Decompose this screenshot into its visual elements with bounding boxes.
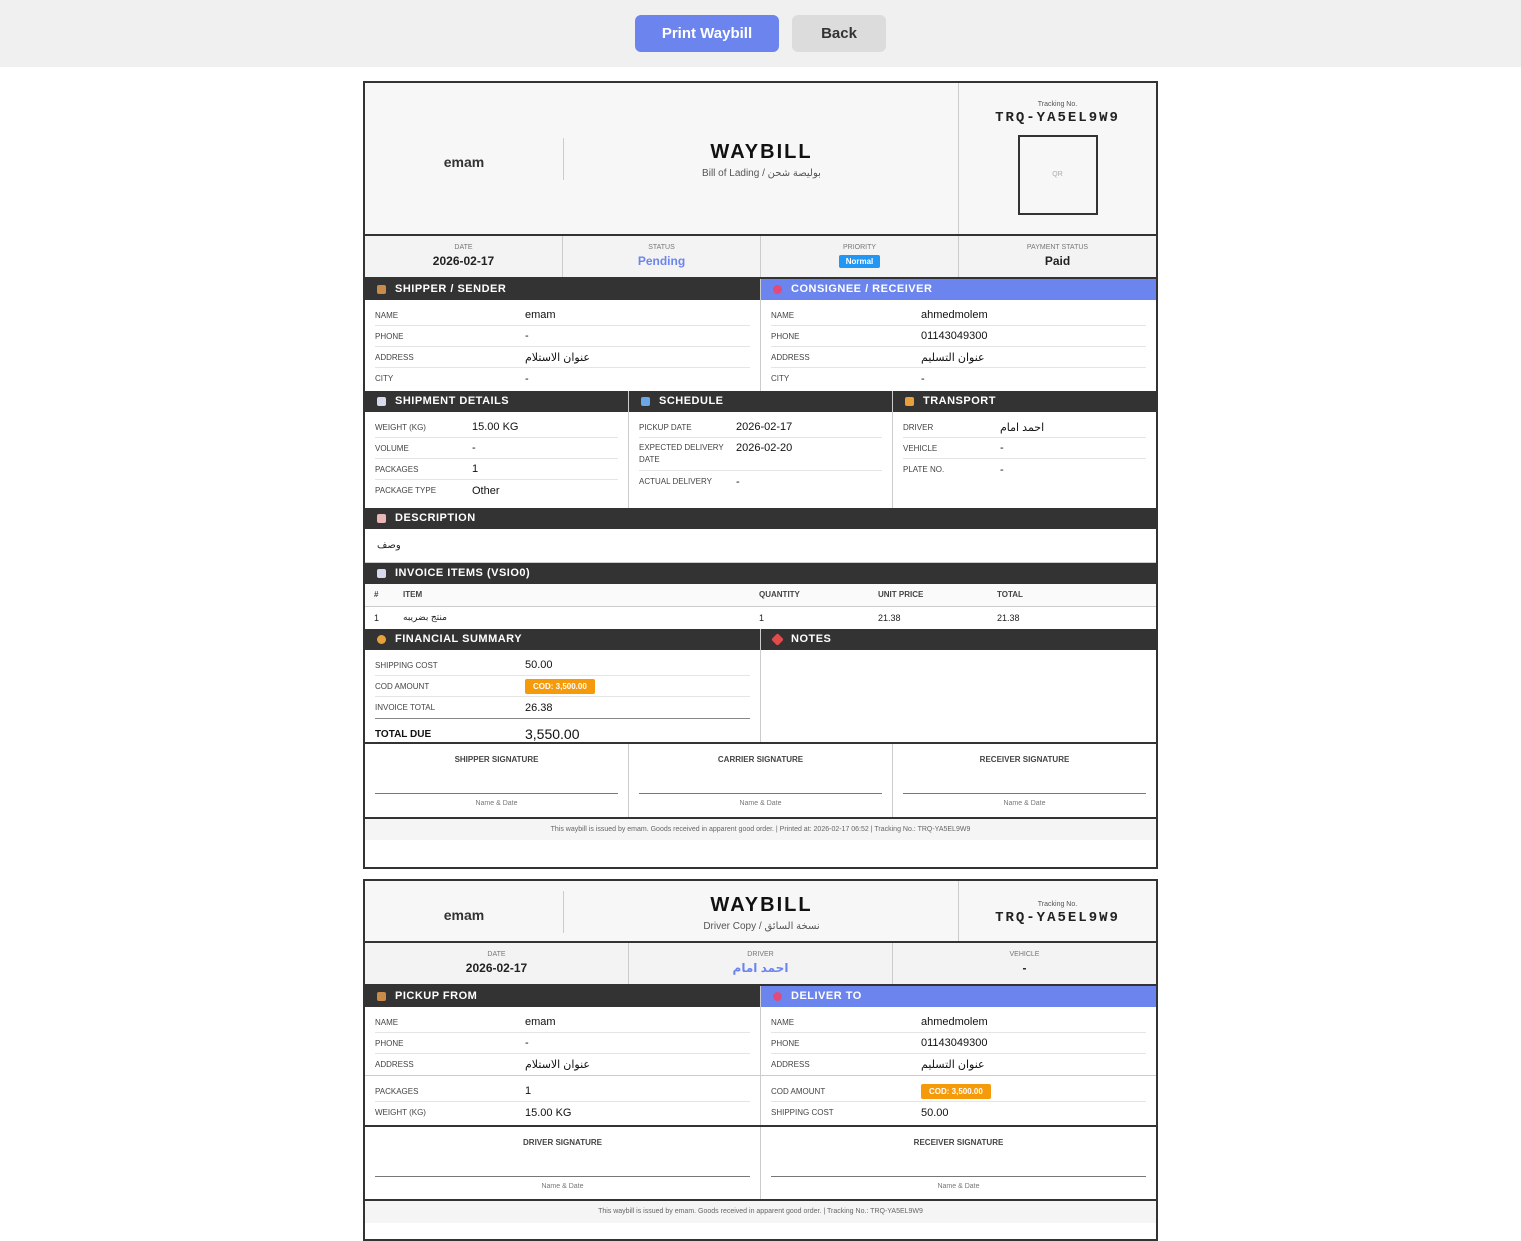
driver-signature (365, 1127, 760, 1199)
section-header (365, 563, 1156, 584)
table-row (365, 606, 1156, 629)
expected-delivery-date: 2026-02-20 (736, 442, 793, 454)
package-icon (377, 285, 386, 294)
section-header (365, 391, 628, 412)
company-name: emam (443, 907, 485, 923)
column-header: TOTAL (997, 584, 1156, 606)
package-type-value: Other (472, 484, 500, 497)
meta-row (365, 236, 1156, 279)
signature-line (375, 793, 618, 794)
tracking-block (958, 83, 1156, 234)
section-header (365, 629, 760, 650)
pickup-section (365, 986, 760, 1125)
signature-title: SHIPPER SIGNATURE (454, 755, 539, 764)
weight-value: 15.00 KG (525, 1106, 572, 1119)
section-title: FINANCIAL SUMMARY (395, 633, 523, 645)
consignee-name: ahmedmolem (921, 309, 988, 321)
tracking-number: TRQ-YA5EL9W9 (995, 910, 1120, 926)
waybill-title: WAYBILL (710, 894, 813, 916)
meta-label: DATE (454, 244, 473, 251)
shipper-signature (365, 744, 628, 817)
column-header: ITEM (403, 584, 759, 606)
parties-row (365, 279, 1156, 391)
meta-label: VEHICLE (1009, 951, 1040, 958)
driver-copy-header (365, 881, 1156, 943)
total-due-value: 3,550.00 (525, 726, 580, 742)
qr-code: QR (1018, 135, 1098, 215)
title-block (564, 141, 959, 179)
section-title: PICKUP FROM (395, 990, 478, 1002)
meta-label: PRIORITY (842, 244, 877, 251)
section-title: CONSIGNEE / RECEIVER (791, 283, 933, 295)
back-button[interactable]: Back (792, 15, 886, 52)
section-header (629, 391, 892, 412)
signature-row (365, 742, 1156, 817)
title-block (564, 894, 959, 932)
signature-sub: Name & Date (1003, 800, 1046, 807)
tracking-label: Tracking No. (1037, 101, 1078, 108)
field-label: SHIPPING COST (375, 660, 438, 670)
document-icon (377, 397, 386, 406)
field-label: PHONE (375, 1038, 404, 1048)
field-label: PICKUP DATE (639, 422, 692, 432)
truck-icon (905, 397, 914, 406)
signature-sub: Name & Date (541, 1183, 584, 1190)
field-label: PACKAGES (375, 1086, 419, 1096)
meta-date (365, 943, 629, 984)
print-waybill-button[interactable]: Print Waybill (635, 15, 779, 52)
section-header (365, 508, 1156, 529)
weight-value: 15.00 KG (472, 421, 519, 433)
signature-line (375, 1176, 750, 1177)
signature-sub: Name & Date (475, 800, 518, 807)
volume-value: - (472, 442, 476, 454)
actual-delivery: - (736, 475, 740, 488)
signature-line (771, 1176, 1146, 1177)
description-text: وصف (365, 529, 1156, 563)
field-label: DRIVER (903, 422, 934, 432)
section-title: TRANSPORT (923, 395, 996, 407)
signature-title: RECEIVER SIGNATURE (979, 755, 1070, 764)
shipping-cost: 50.00 (921, 1106, 949, 1119)
priority-badge: Normal (839, 255, 881, 268)
section-header (893, 391, 1156, 412)
plate-value: - (1000, 463, 1004, 476)
field-label: WEIGHT (KG) (375, 1108, 426, 1117)
consignee-phone: 01143049300 (921, 330, 988, 342)
signature-sub: Name & Date (937, 1183, 980, 1190)
shipping-cost: 50.00 (525, 659, 553, 671)
field-label: PACKAGES (375, 464, 419, 474)
pin-icon (773, 285, 782, 294)
details-row (365, 391, 1156, 508)
pickup-name: emam (525, 1016, 556, 1028)
column-header: # (365, 584, 403, 606)
receiver-signature (760, 1127, 1156, 1199)
field-label: PHONE (771, 1038, 800, 1048)
section-title: SCHEDULE (659, 395, 724, 407)
transport-section (892, 391, 1156, 508)
field-label: NAME (771, 310, 795, 320)
consignee-address: عنوان التسليم (921, 351, 985, 364)
shipper-city: - (525, 372, 529, 385)
tracking-label: Tracking No. (1037, 901, 1078, 908)
scroll-icon (377, 514, 386, 523)
section-title: SHIPMENT DETAILS (395, 395, 510, 407)
field-label: INVOICE TOTAL (375, 703, 436, 712)
column-header: UNIT PRICE (878, 584, 997, 606)
meta-value: 2026-02-17 (432, 254, 495, 268)
footer-note: This waybill is issued by emam. Goods received in apparent good order. | Tracking No.: TRQ-YA5EL9W9 (365, 1199, 1156, 1223)
invoice-icon (377, 569, 386, 578)
financial-summary-section (365, 629, 760, 742)
signature-title: CARRIER SIGNATURE (717, 755, 804, 764)
section-title: SHIPPER / SENDER (395, 283, 507, 295)
cell-num: 1 (374, 612, 380, 623)
tracking-block (958, 881, 1156, 941)
signature-title: RECEIVER SIGNATURE (913, 1138, 1004, 1147)
meta-label: DRIVER (747, 951, 774, 958)
field-label: ADDRESS (375, 352, 414, 362)
field-label: ADDRESS (771, 1060, 810, 1069)
section-title: DESCRIPTION (395, 512, 476, 524)
field-label: VOLUME (375, 443, 409, 453)
driver-value: احمد امام (1000, 421, 1045, 434)
carrier-signature (628, 744, 892, 817)
waybill-header (365, 83, 1156, 236)
field-label: PHONE (771, 331, 800, 341)
receiver-signature (892, 744, 1156, 817)
driver-copy-subtitle: Driver Copy / نسخة السائق (703, 921, 820, 932)
notes-section (760, 629, 1156, 742)
field-label: EXPECTED DELIVERY DATE (639, 443, 724, 464)
signature-title: DRIVER SIGNATURE (523, 1138, 602, 1147)
field-label: COD AMOUNT (771, 1086, 826, 1096)
package-icon (377, 992, 386, 1001)
field-label: SHIPPING COST (771, 1108, 834, 1117)
field-label: CITY (375, 374, 394, 383)
cell-price: 21.38 (878, 612, 901, 623)
toolbar (0, 0, 1521, 67)
meta-vehicle (893, 943, 1156, 984)
meta-driver (629, 943, 893, 984)
status-value: Pending (637, 254, 686, 268)
pickup-date: 2026-02-17 (736, 421, 793, 433)
meta-priority (761, 236, 959, 277)
invoice-total: 26.38 (525, 701, 553, 714)
signature-row (365, 1125, 1156, 1199)
shipper-name: emam (525, 309, 556, 321)
footer-note: This waybill is issued by emam. Goods received in apparent good order. | Printed at: 2026-02-17 06:52 | Tracking No.: TRQ-YA5EL9W9 (365, 817, 1156, 840)
field-label: WEIGHT (KG) (375, 422, 426, 432)
deliver-name: ahmedmolem (921, 1016, 988, 1028)
meta-label: STATUS (648, 244, 675, 251)
field-label: PHONE (375, 331, 404, 341)
schedule-section (628, 391, 892, 508)
field-label: PLATE NO. (903, 465, 945, 474)
cell-qty: 1 (759, 612, 765, 623)
driver-copy-sheet (363, 879, 1158, 1241)
money-bag-icon (377, 635, 386, 644)
summary-row (365, 629, 1156, 742)
section-title: NOTES (791, 633, 832, 645)
tracking-number: TRQ-YA5EL9W9 (995, 110, 1120, 126)
deliver-phone: 01143049300 (921, 1037, 988, 1049)
waybill-title: WAYBILL (710, 141, 813, 163)
route-row (365, 986, 1156, 1125)
packages-value: 1 (525, 1085, 532, 1097)
waybill-subtitle: Bill of Lading / بوليصة شحن (702, 168, 821, 179)
description-section (365, 508, 1156, 563)
pushpin-icon (771, 633, 784, 646)
total-due-label: TOTAL DUE (375, 728, 432, 740)
field-label: NAME (375, 1017, 399, 1027)
signature-sub: Name & Date (739, 800, 782, 807)
meta-value: 2026-02-17 (465, 961, 528, 975)
section-title: DELIVER TO (791, 990, 862, 1002)
section-header (761, 279, 1156, 300)
calendar-icon (641, 397, 650, 406)
waybill-sheet (363, 81, 1158, 869)
consignee-city: - (921, 372, 925, 385)
meta-label: DATE (487, 951, 506, 958)
section-header (761, 986, 1156, 1007)
company-name: emam (443, 154, 485, 170)
meta-payment (959, 236, 1156, 277)
field-label: COD AMOUNT (375, 681, 430, 691)
meta-status (563, 236, 761, 277)
shipper-address: عنوان الاستلام (525, 351, 590, 364)
meta-date (365, 236, 563, 277)
section-header (365, 986, 760, 1007)
invoice-section (365, 563, 1156, 629)
shipper-section (365, 279, 760, 391)
driver-value: احمد امام (732, 961, 789, 975)
cell-total: 21.38 (997, 612, 1020, 623)
pin-icon (773, 992, 782, 1001)
field-label: ACTUAL DELIVERY (639, 477, 712, 486)
cod-badge: COD: 3,500.00 (525, 679, 595, 694)
invoice-table (365, 584, 1156, 629)
shipper-phone: - (525, 330, 529, 342)
section-title: INVOICE ITEMS (VSIO0) (395, 567, 531, 579)
pickup-address: عنوان الاستلام (525, 1059, 590, 1071)
vehicle-value: - (1000, 442, 1004, 454)
vehicle-value: - (1022, 961, 1027, 975)
field-label: VEHICLE (903, 443, 938, 453)
consignee-section (760, 279, 1156, 391)
meta-row (365, 943, 1156, 986)
shipment-details-section (365, 391, 628, 508)
pickup-phone: - (525, 1037, 529, 1049)
section-header (761, 629, 1156, 650)
column-header: QUANTITY (759, 584, 878, 606)
cod-badge: COD: 3,500.00 (921, 1084, 991, 1099)
field-label: ADDRESS (375, 1060, 414, 1069)
payment-status-value: Paid (1044, 254, 1071, 268)
signature-line (903, 793, 1146, 794)
packages-value: 1 (472, 463, 479, 475)
section-header (365, 279, 760, 300)
field-label: CITY (771, 374, 790, 383)
deliver-address: عنوان التسليم (921, 1059, 985, 1071)
field-label: NAME (771, 1017, 795, 1027)
deliver-section (760, 986, 1156, 1125)
signature-line (639, 793, 882, 794)
cell-item: منتج بضريبه (403, 612, 447, 623)
field-label: NAME (375, 310, 399, 320)
meta-label: PAYMENT STATUS (1026, 244, 1089, 251)
field-label: ADDRESS (771, 352, 810, 362)
field-label: PACKAGE TYPE (375, 486, 437, 495)
